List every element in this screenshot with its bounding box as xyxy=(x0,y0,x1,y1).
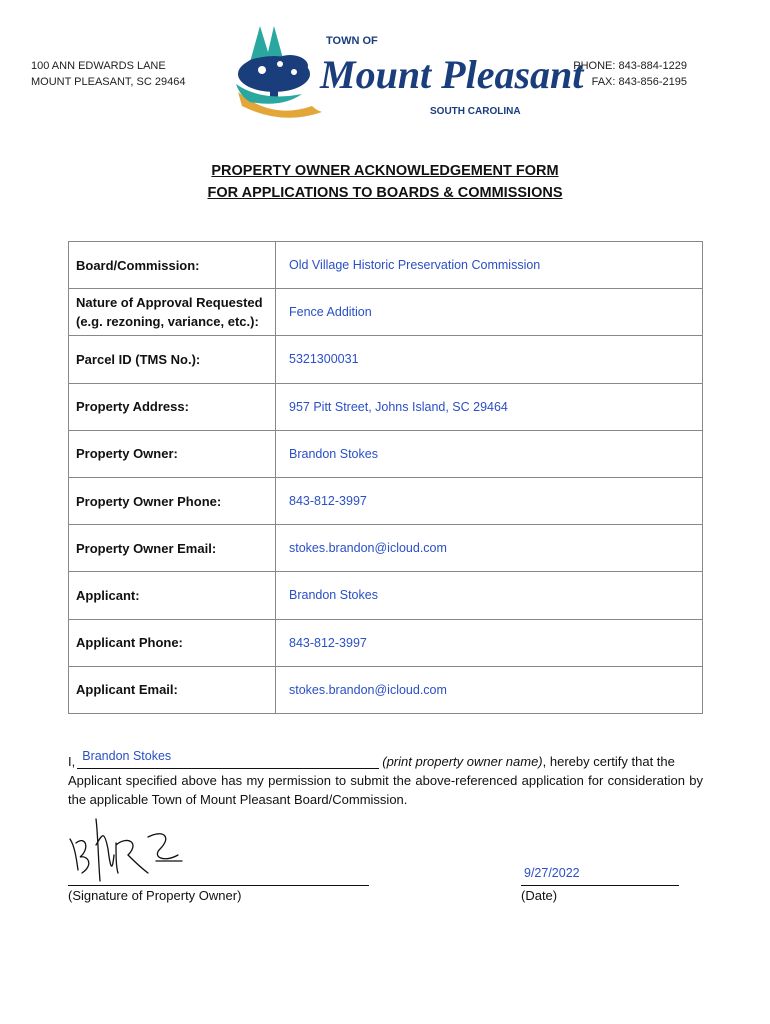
table-row xyxy=(69,666,703,713)
certification-statement xyxy=(68,749,703,809)
address-block xyxy=(31,58,185,90)
owner-name-value: Brandon Stokes xyxy=(82,749,172,763)
date-field[interactable] xyxy=(521,862,679,886)
certification-prefix: I, xyxy=(68,754,76,769)
application-info-table xyxy=(68,241,703,714)
field-label: Property Owner Phone: xyxy=(69,477,276,524)
fax-text: FAX: 843-856-2195 xyxy=(591,76,687,88)
owner-name-hint: (print property owner name) xyxy=(382,754,543,769)
field-label: Applicant Email: xyxy=(69,666,276,713)
address-line-2: MOUNT PLEASANT, SC 29464 xyxy=(31,76,186,88)
property-owner-field[interactable]: Brandon Stokes xyxy=(276,430,703,477)
field-label: Property Address: xyxy=(69,383,276,430)
form-title xyxy=(0,160,770,204)
signature-field[interactable] xyxy=(68,815,369,886)
field-label: Parcel ID (TMS No.): xyxy=(69,336,276,383)
field-label: Board/Commission: xyxy=(69,242,276,289)
logo-bottom-text: SOUTH CAROLINA xyxy=(430,106,521,117)
table-row xyxy=(69,477,703,524)
mount-pleasant-logo-icon xyxy=(232,22,584,122)
table-row xyxy=(69,430,703,477)
contact-block xyxy=(573,58,687,90)
date-value: 9/27/2022 xyxy=(524,866,580,880)
table-row xyxy=(69,619,703,666)
table-row xyxy=(69,383,703,430)
logo-top-text: TOWN OF xyxy=(326,35,378,47)
table-row xyxy=(69,336,703,383)
certification-text-rest: Applicant specified above has my permission to submit the above-referenced application for consideration by the applicable Town of Mount Pleasant Board/Commission. xyxy=(68,773,703,807)
date-label: (Date) xyxy=(521,888,558,903)
handwritten-signature-icon xyxy=(68,815,369,886)
form-title-line-2: FOR APPLICATIONS TO BOARDS & COMMISSIONS xyxy=(207,185,563,201)
applicant-email-field[interactable]: stokes.brandon@icloud.com xyxy=(276,666,703,713)
certification-text-after: , hereby certify that the xyxy=(542,754,675,769)
board-commission-field[interactable]: Old Village Historic Preservation Commission xyxy=(276,242,703,289)
nature-of-approval-field[interactable]: Fence Addition xyxy=(276,289,703,336)
field-label: Applicant Phone: xyxy=(69,619,276,666)
address-line-1: 100 ANN EDWARDS LANE xyxy=(31,60,166,72)
field-label: Applicant: xyxy=(69,572,276,619)
logo-main-text: Mount Pleasant xyxy=(320,52,584,97)
signature-label: (Signature of Property Owner) xyxy=(68,888,242,903)
property-address-field[interactable]: 957 Pitt Street, Johns Island, SC 29464 xyxy=(276,383,703,430)
field-label: Nature of Approval Requested (e.g. rezoning, variance, etc.): xyxy=(69,289,276,336)
property-owner-phone-field[interactable]: 843-812-3997 xyxy=(276,477,703,524)
table-row xyxy=(69,289,703,336)
form-title-line-1: PROPERTY OWNER ACKNOWLEDGEMENT FORM xyxy=(211,163,559,179)
certification-line-1 xyxy=(68,749,703,771)
applicant-phone-field[interactable]: 843-812-3997 xyxy=(276,619,703,666)
field-label: Property Owner Email: xyxy=(69,525,276,572)
table-row xyxy=(69,525,703,572)
field-label: Property Owner: xyxy=(69,430,276,477)
property-owner-email-field[interactable]: stokes.brandon@icloud.com xyxy=(276,525,703,572)
phone-text: PHONE: 843-884-1229 xyxy=(573,60,687,72)
parcel-id-field[interactable]: 5321300031 xyxy=(276,336,703,383)
logo xyxy=(232,22,584,122)
table-row xyxy=(69,242,703,289)
owner-name-field[interactable] xyxy=(77,749,379,769)
applicant-field[interactable]: Brandon Stokes xyxy=(276,572,703,619)
table-row xyxy=(69,572,703,619)
